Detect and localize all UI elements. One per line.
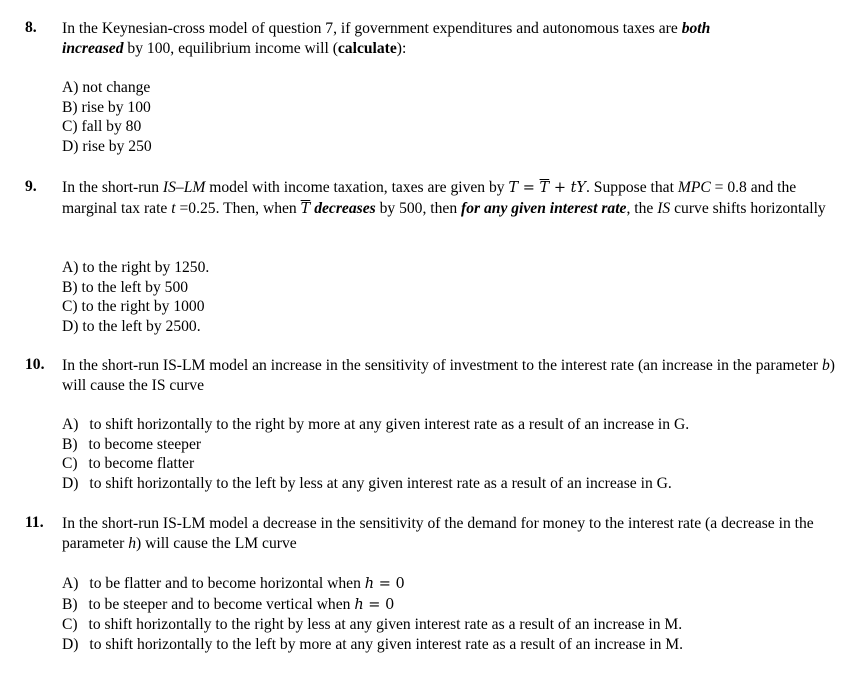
option-b[interactable]: B) rise by 100 [62,98,151,116]
option-d[interactable]: D) to the left by 2500. [62,317,201,335]
answer-options [62,258,209,336]
option-a[interactable]: A) not change [62,79,151,96]
answer-options [62,415,689,493]
option-d[interactable]: D) rise by 250 [62,137,152,155]
option-c[interactable]: C) to become flatter [62,455,195,473]
answer-options [62,78,152,156]
option-b[interactable]: B) to the left by 500 [62,278,189,296]
option-a[interactable]: A) to be flatter and to become horizontal when h = 0 [62,575,405,592]
question-number: 11. [25,514,44,531]
question-text: In the short-run IS-LM model an increase in the sensitivity of investment to the interest rate (an increase in the parameter b) will cause the IS curve [62,357,835,394]
answer-options [62,574,683,654]
question-number: 8. [25,19,37,36]
option-a[interactable]: A) to shift horizontally to the right by more at any given interest rate as a result of an increase in G. [62,416,690,433]
option-b[interactable]: B) to become steeper [62,435,202,453]
option-d[interactable]: D) to shift horizontally to the left by more at any given interest rate as a result of an increase in M. [62,635,684,653]
option-d[interactable]: D) to shift horizontally to the left by less at any given interest rate as a result of an increase in G. [62,474,672,492]
question-number: 9. [25,178,37,195]
option-c[interactable]: C) to shift horizontally to the right by less at any given interest rate as a result of an increase in M. [62,616,683,634]
question-number: 10. [25,356,45,373]
option-a[interactable]: A) to the right by 1250. [62,259,210,276]
option-c[interactable]: C) fall by 80 [62,118,142,136]
question-text: In the Keynesian-cross model of question 7, if government expenditures and autonomous taxes are both increased by 100, equilibrium income will (calculate): [62,20,711,57]
option-c[interactable]: C) to the right by 1000 [62,298,205,316]
question-text: In the short-run IS–LM model with income taxation, taxes are given by $T = \overline{T}$ + tY. Suppose that MPC = 0.8 and the marginal tax rate t =0.25. Then, when $\overline{T}$ decreases by 500, then for any given interest rate, the IS curve shifts horizontally [62,179,826,217]
question-text: In the short-run IS-LM model a decrease in the sensitivity of the demand for money to the interest rate (a decrease in the parameter h) will cause the LM curve [62,515,814,552]
option-b[interactable]: B) to be steeper and to become vertical when h = 0 [62,595,395,613]
